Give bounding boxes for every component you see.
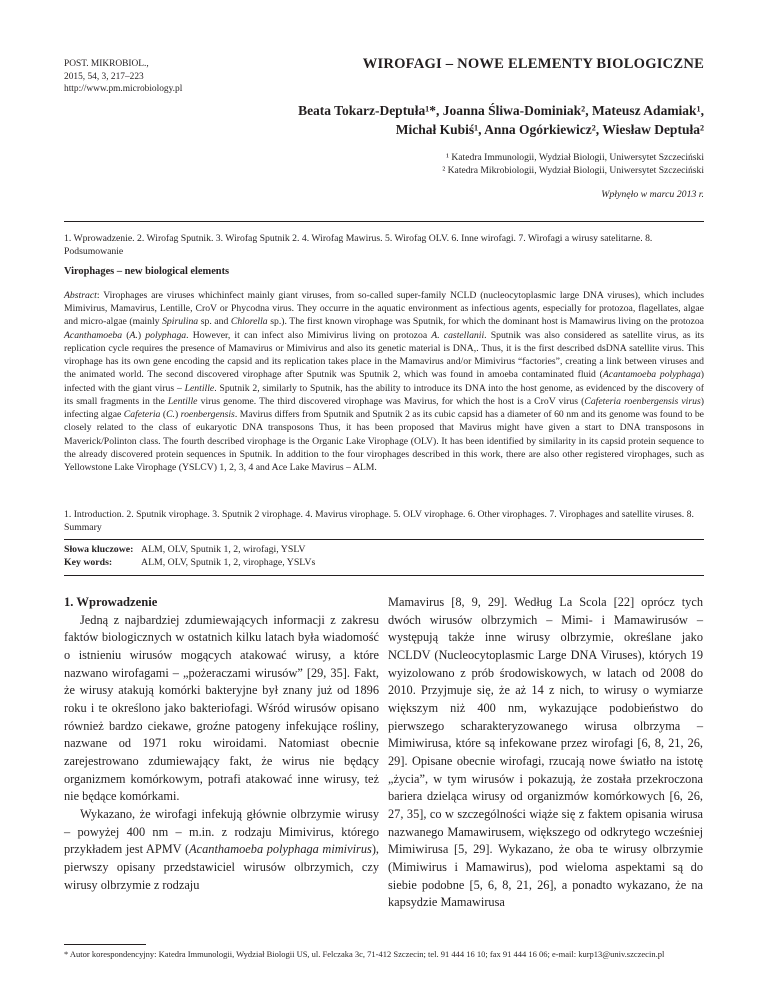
footnote: * Autor korespondencyjny: Katedra Immunologii, Wydział Biologii US, ul. Felczaka 3c, 71-412 Szczecin; tel. 91 444 16 10; fax 91 444 16 06; e-mail: kurp13@univ.szczecin.pl: [64, 949, 665, 959]
authors-line-1: Beata Tokarz-Deptuła¹*, Joanna Śliwa-Dominiak², Mateusz Adamiak¹,: [298, 103, 704, 118]
divider-keywords-bottom: [64, 575, 704, 576]
abstract-label: Abstract: [64, 290, 97, 301]
article-title: WIROFAGI – NOWE ELEMENTY BIOLOGICZNE: [362, 56, 704, 72]
divider-top: [64, 221, 704, 222]
abstract: Abstract: Virophages are viruses whichinfect mainly giant viruses, from so-called super-family NCLD (nucleocytoplasmic large DNA viruses), which includes Mimivirus, Mamavirus, Lentille, CroV or Phycodna virus. They occurre in the aquatic environment as infectious agents, especially for protozoa, flagellates, algae and micro-algae (mainly Spirulina sp. and Chlorella sp.). The first known virophage was Sputnik, for which the dominant host is Mamawirus living on the protozoa Acanthamoeba (A.) polyphaga. However, it can infect also Mimivirus living on protozoa A. castellanii. Sputnik was also considered as satellite virus, as its replication cycle requires the presence of Mamavirus or Mimivirus and also its genetic material is DNA,. Thus, it is the first described dsDNA satellite virus. This virophage has its own gene encoding the capsid and its replication takes place in the Mamavirus and/or Mimivirus “factories”, creating a link between viruses and the animated world. The second discovered virophage after Sputnik was Sputnik 2, which was found in amoeba contaminated fluid (Acantamoeba polyphaga) infected with the giant virus – Lentille. Sputnik 2, similarly to Sputnik, has the ability to introduce its DNA into the host genome, as evidenced by the discovery of its small fragments in the Lentille virus genome. The third discovered virophage was Mavirus, for which the host is a CroV virus (Cafeteria roenbergensis virus) infecting algae Cafeteria (C.) roenbergensis. Mavirus differs from Sputnik and Sputnik 2 as its cubic capsid has a diameter of 60 nm and its genome was found to be closely related to the class of eukaryotic DNA transposons Thus, it has been proposed that Mavirus might have given a start to DNA transposons in Maverick/Polinton class. The fourth described virophage is the Organic Lake Virophage (OLV). It has been identified by similarity in its capsid protein sequence to the already discovered protein sequences in Sputnik. In addition to the four virophages described in this work, there are also other registered virophages, such as Yellowstone Lake Virophage (YSLCV) 1, 2, 3, 4 and Ace Lake Mavirus – ALM.: [64, 290, 704, 474]
abstract-heading: Virophages – new biological elements: [64, 266, 230, 277]
journal-name: POST. MIKROBIOL.,: [64, 59, 149, 69]
divider-keywords-top: [64, 539, 704, 540]
keywords-en: [64, 557, 704, 570]
keywords-en-label: Key words:: [64, 556, 113, 568]
keywords-block: [64, 544, 704, 570]
received-date: Wpłynęło w marcu 2013 r.: [601, 189, 704, 200]
paragraph-2: Wykazano, że wirofagi infekują głównie olbrzymie wirusy – powyżej 400 nm – m.in. z rodzaju Mimivirus, którego przykładem jest APMV (Acanthamoeba polyphaga mimivirus), pierwszy opisany przedstawiciel wirusów olbrzymich, czy wirusy olbrzymie z rodzaju: [64, 806, 380, 892]
keywords-pl: [64, 544, 704, 557]
journal-volume: 2015, 54, 3, 217–223: [64, 71, 144, 82]
affiliation-2: ² Katedra Mikrobiologii, Wydział Biologii, Uniwersytet Szczeciński: [442, 165, 704, 177]
authors-line-2: Michał Kubiś¹, Anna Ogórkiewicz², Wiesław Deptuła²: [395, 122, 704, 137]
author-list: [200, 101, 704, 139]
keywords-pl-value: ALM, OLV, Sputnik 1, 2, wirofagi, YSLV: [141, 544, 306, 555]
keywords-en-value: ALM, OLV, Sputnik 1, 2, virophage, YSLVs: [141, 556, 316, 568]
section-heading: 1. Wprowadzenie: [64, 595, 158, 609]
affiliations: [300, 151, 704, 178]
column-right: [388, 594, 703, 912]
footnote-divider: [64, 944, 146, 945]
keywords-pl-label: Słowa kluczowe:: [64, 544, 134, 555]
column-left: [64, 594, 379, 894]
table-of-contents-pl: 1. Wprowadzenie. 2. Wirofag Sputnik. 3. Wirofag Sputnik 2. 4. Wirofag Mawirus. 5. Wirofag OLV. 6. Inne wirofagi. 7. Wirofagi a wirusy satelitarne. 8. Podsumowanie: [64, 233, 653, 258]
paragraph-1: Jedną z najbardziej zdumiewających informacji z zakresu faktów biologicznych w ostatnich kilku latach była wiadomość o istnieniu wirusów mogących atakować wirusy, a które nazwano wirofagami – „pożeraczami wirusów” [29, 35]. Fakt, że wirusy atakują komórki bakteryjne był znany już od 1896 roku i te określono jako bakteriofagi. Wśród wirusów opisano również bardzo ciekawe, groźne patogeny infekujące rośliny, nazwane od 1971 roku wiroidami. Natomiast obecnie zarejestrowano zdumiewający fakt, że wirus nie będący organizmem komórkowym, potrafi atakować inne wirusy, też nie będące komórkami.: [64, 612, 379, 804]
table-of-contents-en: 1. Introduction. 2. Sputnik virophage. 3. Sputnik 2 virophage. 4. Mavirus virophage. 5. OLV virophage. 6. Other virophages. 7. Virophages and satellite viruses. 8. Summary: [64, 509, 694, 534]
journal-url[interactable]: http://www.pm.microbiology.pl: [64, 84, 183, 95]
paragraph-3: Mamavirus [8, 9, 29]. Według La Scola [22] oprócz tych dwóch wirusów olbrzymich – Mimi- i Mamawirusów – występują także inne wirusy olbrzymie, określane jako NCLDV (Nucleocytoplasmic Large DNA Viruses), których 19 wyizolowano z prób środowiskowych, w latach od 2008 do 2010. Przyjmuje się, że aż 14 z nich, to wirusy o wymiarze większym niż 400 nm, wykazujące podobieństwo do pierwszego scharakteryzowanego wirusa olbrzyma – Mimiwirusa, które są infekowane przez wirofagi [6, 8, 21, 26, 29]. Opisane obecnie wirofagi, rzucają nowe światło na istotę „życia”, w tym wirusów i pokazują, że została przekroczona bariera dzieląca wirusy od organizmów komórkowych [6, 26, 27, 35], co w szczególności wiąże się z faktem opisania wirusa nazwanego Mamawirusem, większego od odkrytego wcześniej Mimiwirusa [5, 29]. Wykazano, że oba te wirusy olbrzymie (Mimiwirus i Mamawirus), pod wieloma aspektami są do siebie podobne [5, 6, 8, 21, 26], a ponadto wykazano, że na kapsydzie Mamawirusa: [388, 595, 703, 910]
affiliation-1: ¹ Katedra Immunologii, Wydział Biologii, Uniwersytet Szczeciński: [446, 152, 704, 163]
journal-info: [64, 58, 182, 96]
